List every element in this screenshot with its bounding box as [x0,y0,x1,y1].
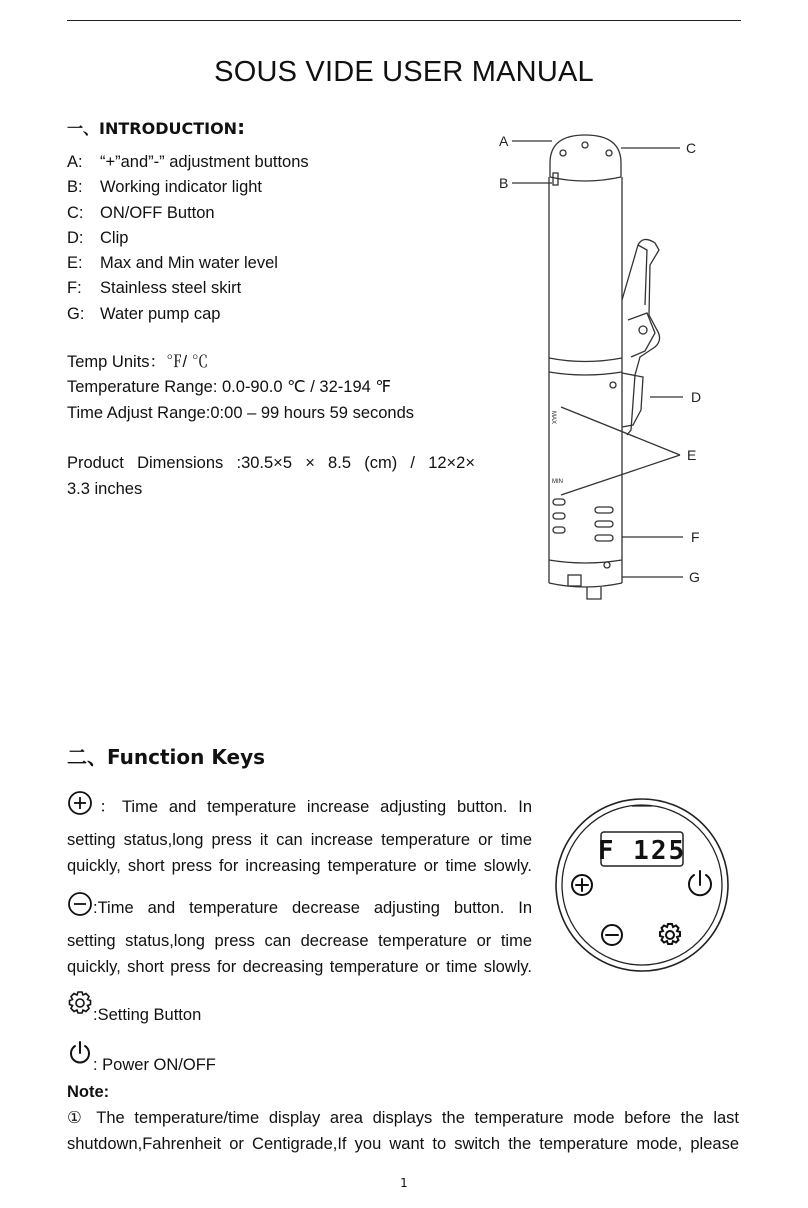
note-paragraph: ① The temperature/time display area displays the temperature mode before the last shutdown,Fahrenheit or Centigrade,If you want to switch the temperature mode, please [67,1109,739,1153]
diagram-label-d: D [691,389,702,405]
max-mark: MAX [550,411,556,425]
setting-button [666,931,674,939]
diagram-label-a: A [499,133,509,149]
time-range: Time Adjust Range:0:00 – 99 hours 59 seconds [67,404,415,422]
header-rule [67,20,741,21]
list-item: D: Clip [67,228,129,247]
parts-list [67,150,309,327]
power-key-description: : Power ON/OFF [67,1040,216,1070]
intro-heading-number: 一、 [67,119,100,138]
diagram-label-b: B [499,175,509,191]
intro-heading-text: INTRODUCTION [99,119,238,138]
product-diagram [495,125,725,610]
list-item: G: Water pump cap [67,304,221,323]
dimensions-line-1: Product Dimensions :30.5×5 × 8.5 (cm) / 12×2× [67,454,475,472]
list-item: E: Max and Min water level [67,254,278,273]
diagram-label-f: F [691,529,700,545]
minus-key-description: :Time and temperature decrease adjusting button. In setting status,long press can decrease temperature or time quickly, short press for decreasing temperature or time slowly. [67,886,532,980]
dimensions-line-2: 3.3 inches [67,480,143,498]
control-panel-diagram [554,797,730,973]
minus-circle-icon [67,891,93,917]
list-item: A: “+”and”-” adjustment buttons [67,153,309,171]
power-icon [67,1040,93,1066]
intro-heading [67,115,245,139]
plus-key-description: ：Time and temperature increase adjusting button. In setting status,long press it can increase temperature or time quickly, short press for increasing temperature or time slowly. [67,785,532,879]
display-readout: F 125 [597,836,687,866]
plus-circle-icon [67,790,93,816]
list-item: C: ON/OFF Button [67,203,215,222]
function-keys-heading-text: Function Keys [107,745,266,769]
page-number: 1 [400,1176,408,1190]
note-label: Note: [67,1083,110,1101]
temp-range: Temperature Range: 0.0-90.0 ℃ / 32-194 ℉ [67,378,392,396]
min-mark: MIN [552,479,563,485]
intro-heading-colon: : [237,115,246,139]
list-item: F: Stainless steel skirt [67,279,242,298]
page-title: SOUS VIDE USER MANUAL [214,56,594,88]
function-keys-heading-number: 二、 [67,745,107,769]
gear-icon [67,990,93,1016]
diagram-label-g: G [689,569,700,585]
temp-units: Temp Units：℉/ ℃ [67,353,209,371]
diagram-label-e: E [687,447,697,463]
diagram-label-c: C [686,140,697,156]
setting-key-description: :Setting Button [67,990,201,1020]
function-keys-heading [67,741,265,770]
list-item: B: Working indicator light [67,178,263,197]
